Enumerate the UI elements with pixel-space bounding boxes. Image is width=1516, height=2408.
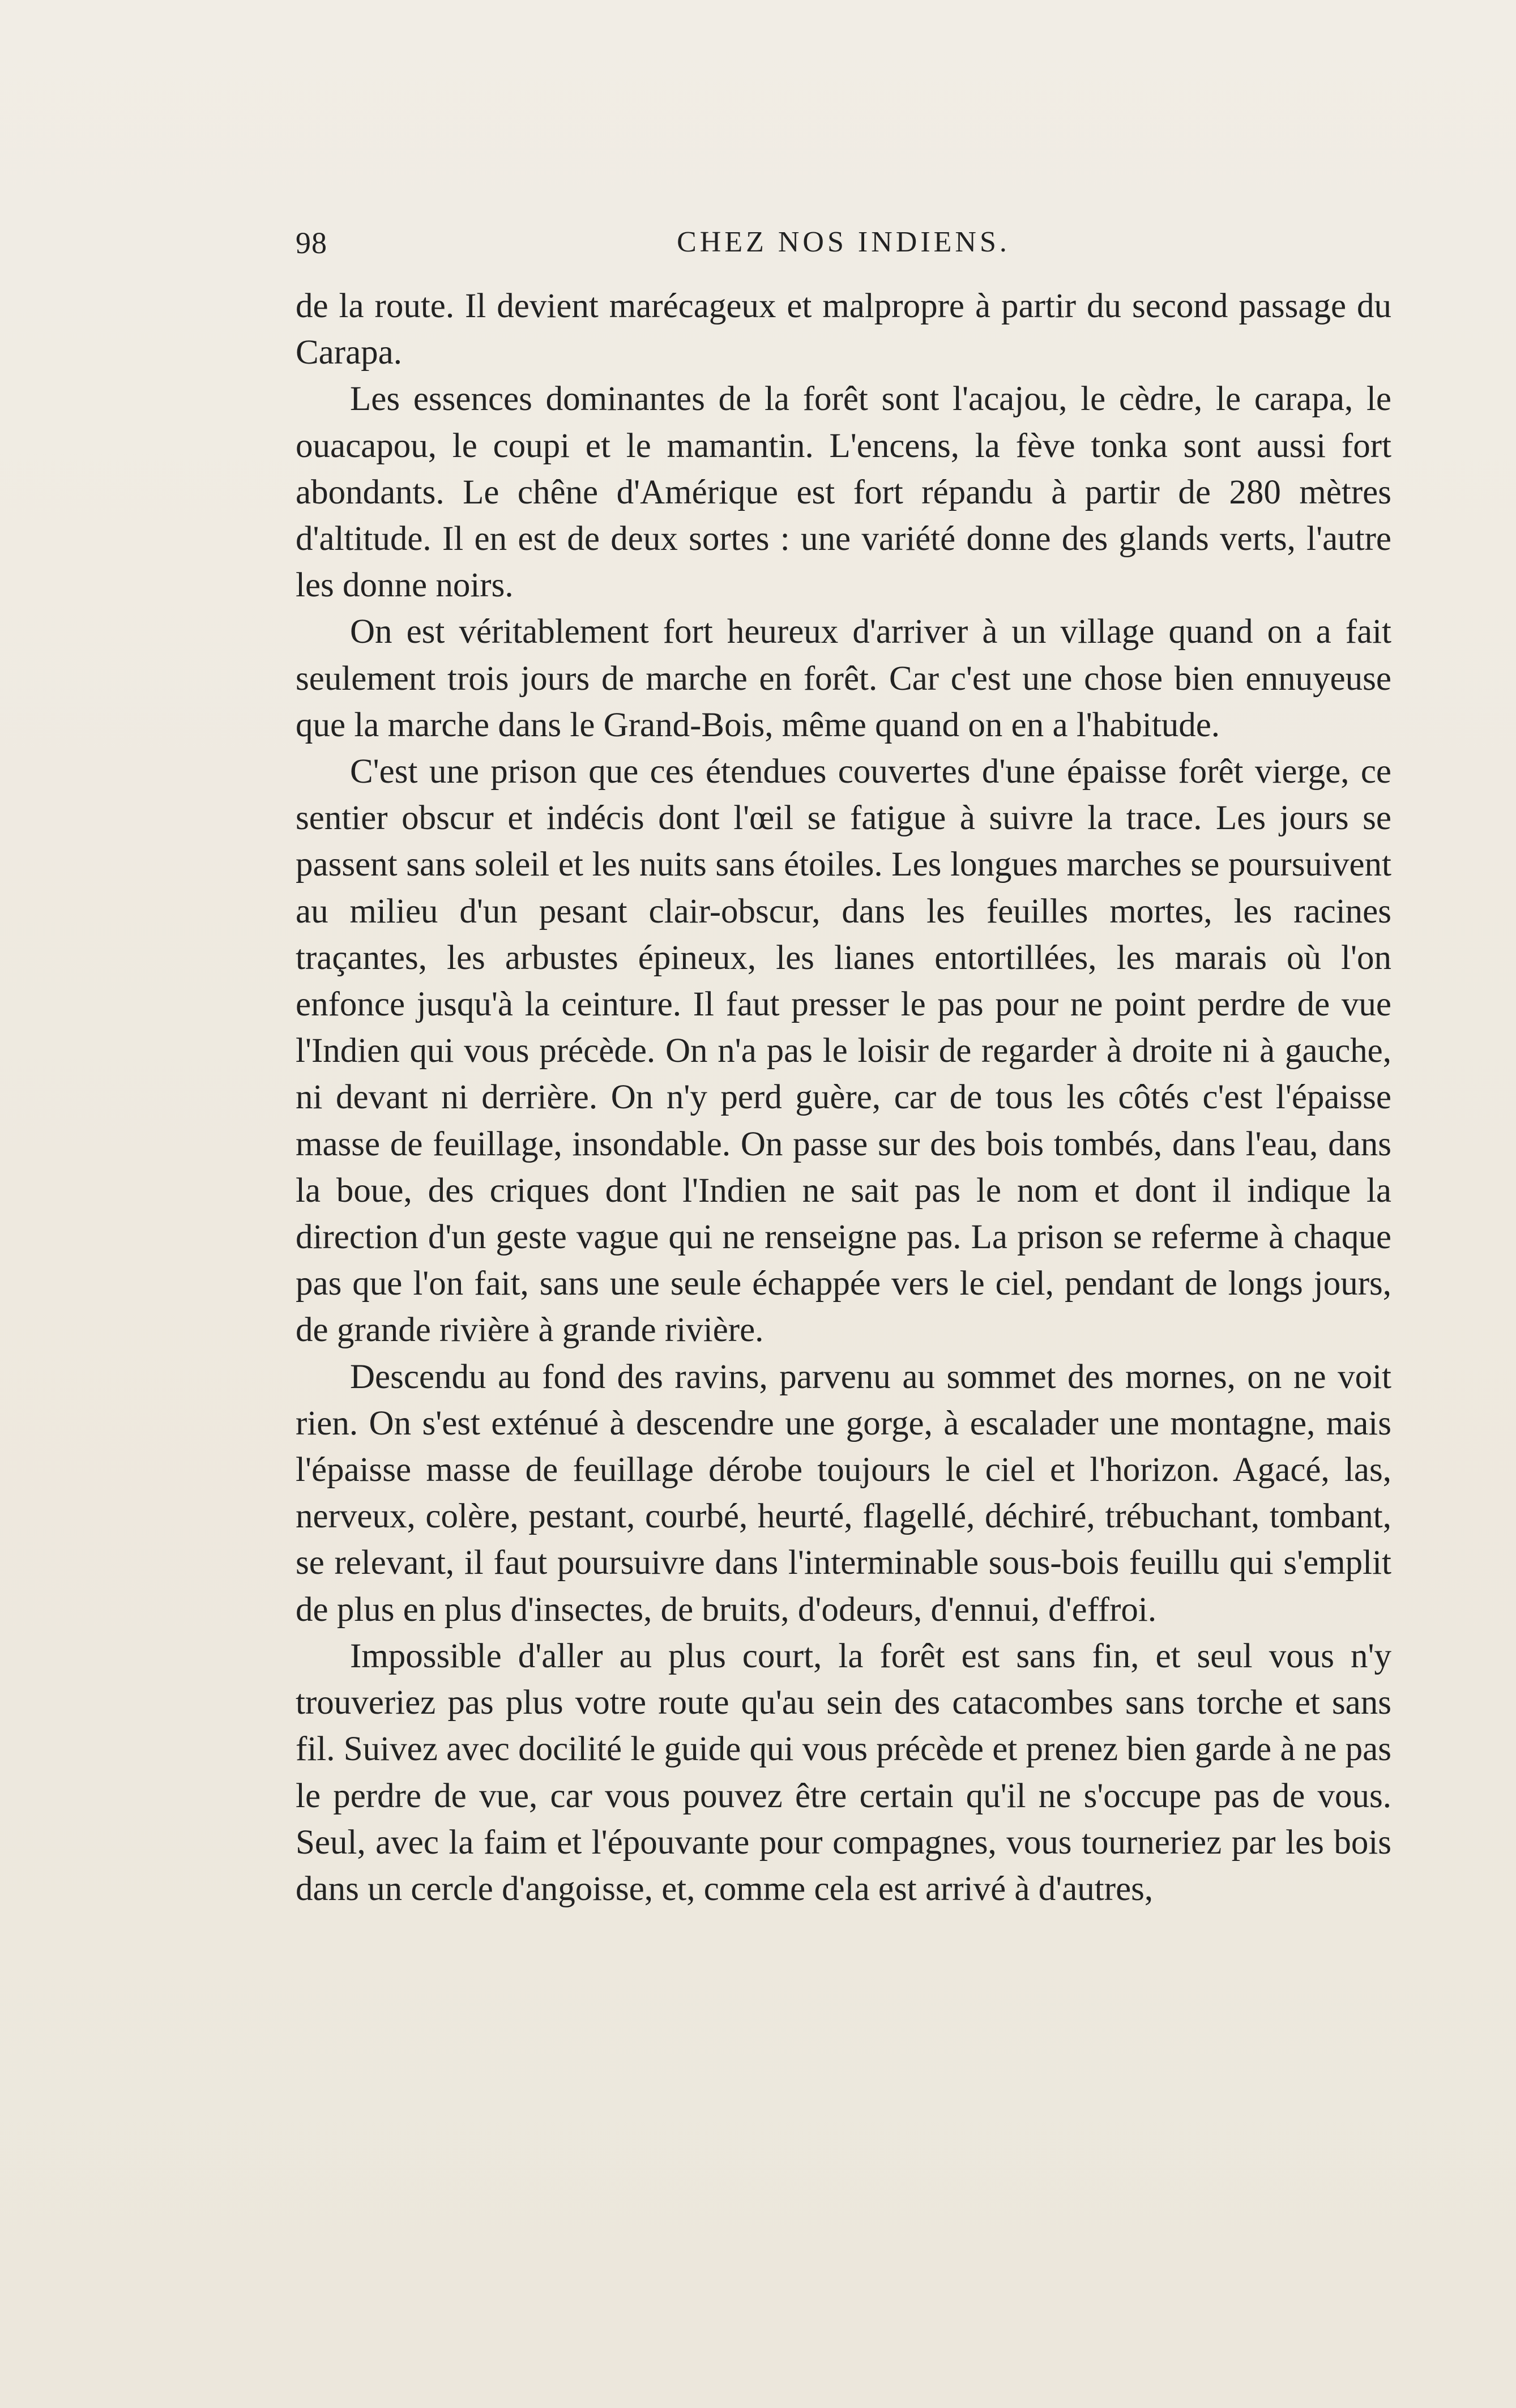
running-title: CHEZ NOS INDIENS. bbox=[677, 226, 1010, 258]
body-text bbox=[296, 283, 1391, 1912]
page-number: 98 bbox=[296, 226, 327, 260]
page-header bbox=[296, 225, 1391, 271]
paragraph-1: de la route. Il devient marécageux et malpropre à partir du second passage du Carapa. bbox=[296, 287, 1391, 372]
paragraph-5: Descendu au fond des ravins, parvenu au sommet des mornes, on ne voit rien. On s'est exténué à descendre une gorge, à escalader une montagne, mais l'épaisse masse de feuillage dérobe toujours le ciel et l'horizon. Agacé, las, nerveux, colère, pestant, courbé, heurté, flagellé, déchiré, trébuchant, tombant, se relevant, il faut poursuivre dans l'interminable sous-bois feuillu qui s'emplit de plus en plus d'insectes, de bruits, d'odeurs, d'ennui, d'effroi. bbox=[296, 1357, 1391, 1629]
paragraph-4: C'est une prison que ces étendues couvertes d'une épaisse forêt vierge, ce sentier obscur et indécis dont l'œil se fatigue à suivre la trace. Les jours se passent sans soleil et les nuits sans étoiles. Les longues marches se poursuivent au milieu d'un pesant clair-obscur, dans les feuilles mortes, les racines traçantes, les arbustes épineux, les lianes entortillées, les marais où l'on enfonce jusqu'à la ceinture. Il faut presser le pas pour ne point perdre de vue l'Indien qui vous précède. On n'a pas le loisir de regarder à droite ni à gauche, ni devant ni derrière. On n'y perd guère, car de tous les côtés c'est l'épaisse masse de feuillage, insondable. On passe sur des bois tombés, dans l'eau, dans la boue, des criques dont l'Indien ne sait pas le nom et dont il indique la direction d'un geste vague qui ne renseigne pas. La prison se referme à chaque pas que l'on fait, sans une seule échappée vers le ciel, pendant de longs jours, de grande rivière à grande rivière. bbox=[296, 753, 1391, 1350]
paragraph-3: On est véritablement fort heureux d'arriver à un village quand on a fait seulement trois jours de marche en forêt. Car c'est une chose bien ennuyeuse que la marche dans le Grand-Bois, même quand on en a l'habitude. bbox=[296, 613, 1391, 744]
paragraph-6: Impossible d'aller au plus court, la forêt est sans fin, et seul vous n'y trouveriez pas plus votre route qu'au sein des catacombes sans torche et sans fil. Suivez avec docilité le guide qui vous précède et prenez bien garde à ne pas le perdre de vue, car vous pouvez être certain qu'il ne s'occupe pas de vous. Seul, avec la faim et l'épouvante pour compagnes, vous tourneriez par les bois dans un cercle d'angoisse, et, comme cela est arrivé à d'autres, bbox=[296, 1637, 1391, 1908]
paragraph-2: Les essences dominantes de la forêt sont l'acajou, le cèdre, le carapa, le ouacapou, le coupi et le mamantin. L'encens, la fève tonka sont aussi fort abondants. Le chêne d'Amérique est fort répandu à partir de 280 mètres d'altitude. Il en est de deux sortes : une variété donne des glands verts, l'autre les donne noirs. bbox=[296, 380, 1391, 605]
